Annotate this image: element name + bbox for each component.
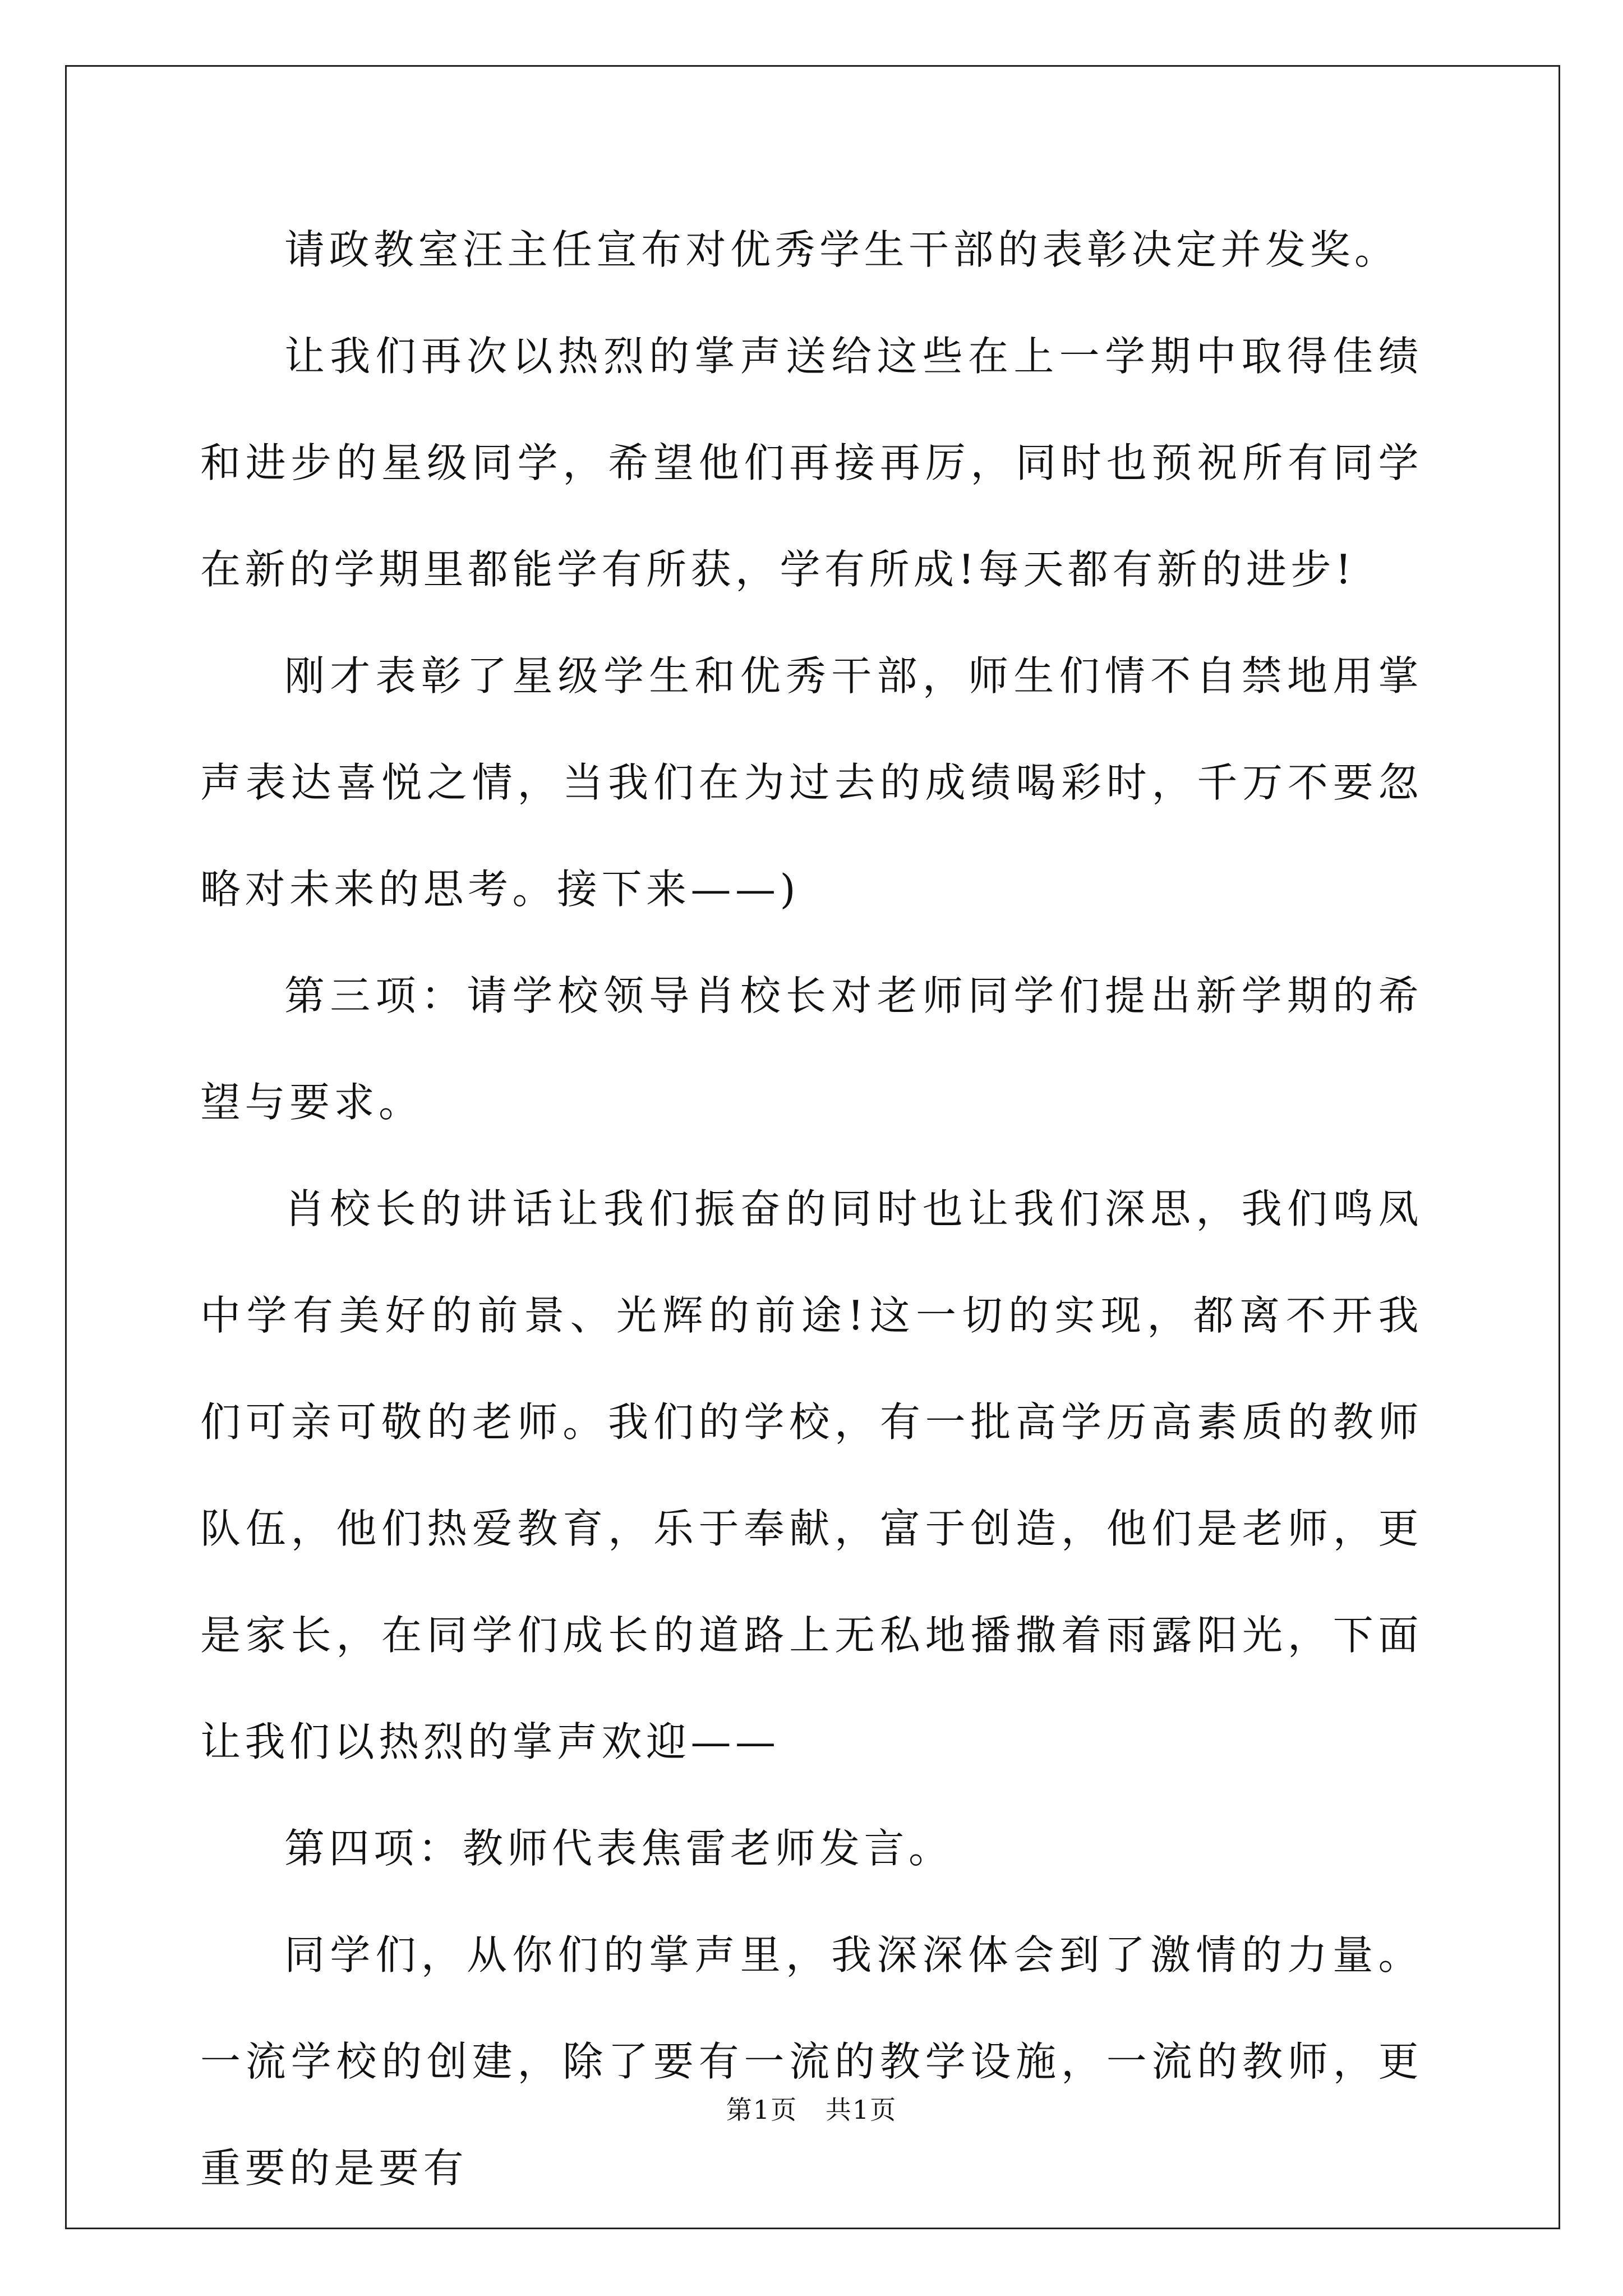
- paragraph: 肖校长的讲话让我们振奋的同时也让我们深思，我们鸣凤中学有美好的前景、光辉的前途!这一切的实现，都离不开我们可亲可敬的老师。我们的学校，有一批高学历高素质的教师队伍，他们热爱教育，乐于奉献，富于创造，他们是老师，更是家长，在同学们成长的道路上无私地播撒着雨露阳光，下面让我们以热烈的掌声欢迎——: [200, 1185, 1423, 1765]
- paragraph: 刚才表彰了星级学生和优秀干部，师生们情不自禁地用掌声表达喜悦之情，当我们在为过去的成绩喝彩时，千万不要忽略对未来的思考。接下来——): [200, 652, 1423, 913]
- paragraph: 第三项：请学校领导肖校长对老师同学们提出新学期的希望与要求。: [200, 972, 1423, 1126]
- page-number-footer: 第1页 共1页: [726, 2095, 897, 2125]
- paragraph: 第四项：教师代表焦雷老师发言。: [284, 1825, 953, 1872]
- paragraph: 让我们再次以热烈的掌声送给这些在上一学期中取得佳绩和进步的星级同学，希望他们再接再厉，同时也预祝所有同学在新的学期里都能学有所获，学有所成!每天都有新的进步!: [200, 333, 1423, 593]
- paragraph: 同学们，从你们的掌声里，我深深体会到了激情的力量。一流学校的创建，除了要有一流的教学设施，一流的教师，更重要的是要有: [200, 1931, 1423, 2192]
- document-body: [200, 196, 1423, 2221]
- paragraph: 请政教室汪主任宣布对优秀学生干部的表彰决定并发奖。: [284, 226, 1399, 273]
